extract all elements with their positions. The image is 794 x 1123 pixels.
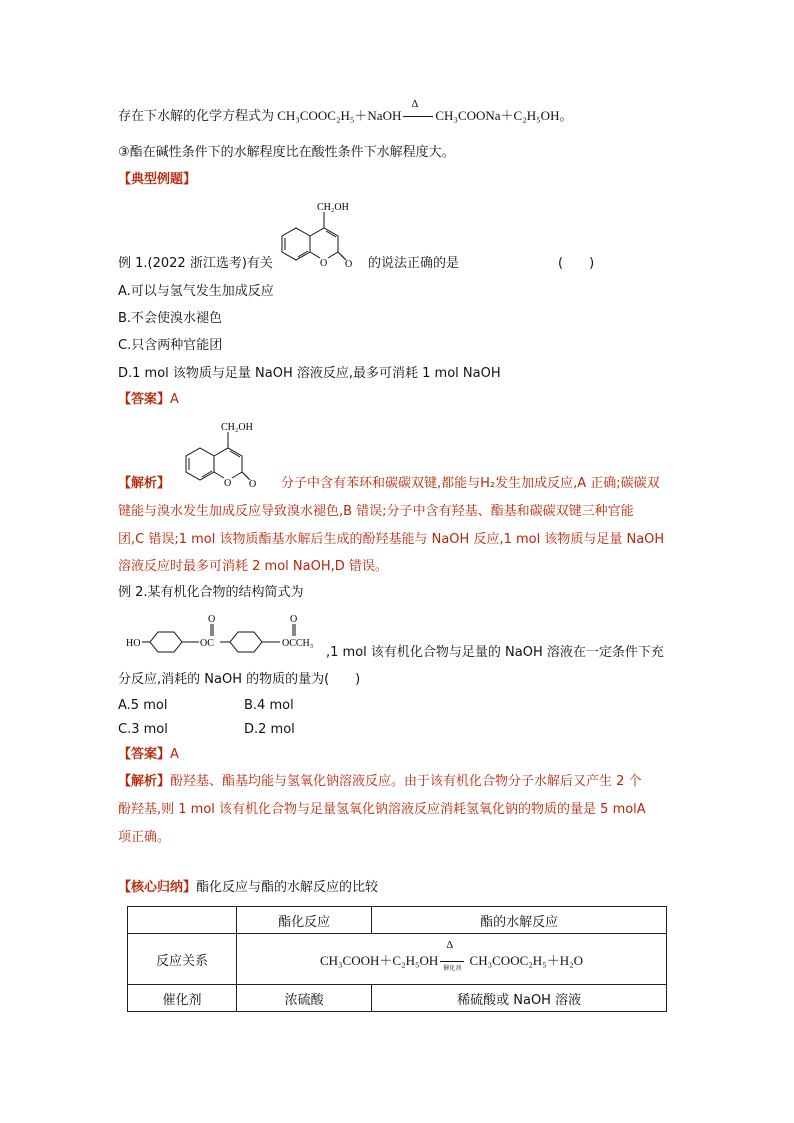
section-typical-heading: 【典型例题】 <box>118 172 197 187</box>
svg-text:O: O <box>320 258 328 269</box>
example2-analysis-line3: 项正确。 <box>118 830 171 845</box>
table-row <box>128 985 667 1012</box>
diester-structure-image <box>118 610 328 660</box>
example1-analysis-line3: 团,C 错误;1 mol 该物质酯基水解后生成的酚羟基能与 NaOH 反应,1 mol 该物质与足量 NaOH <box>118 532 665 547</box>
intro-equation-suffix: CH₃COONa＋C₂H₅OH。 <box>435 108 573 123</box>
svg-text:O: O <box>224 478 232 489</box>
answer-value: A <box>170 392 179 407</box>
svg-text:CH₂OH: CH₂OH <box>317 202 349 213</box>
example1-option-d: D.1 mol 该物质与足量 NaOH 溶液反应,最多可消耗 1 mol NaOH <box>118 366 501 381</box>
svg-text:OC: OC <box>200 638 214 649</box>
summary-title: 酯化反应与酯的水解反应的比较 <box>196 880 379 895</box>
reversible-arrow-icon: Δ 催化剂 <box>438 953 466 967</box>
example1-analysis-line4: 溶液反应时最多可消耗 2 mol NaOH,D 错误。 <box>118 559 388 574</box>
table-header-cell: 酯化反应 <box>237 907 372 934</box>
table-row <box>128 907 667 934</box>
svg-text:O: O <box>249 479 257 490</box>
svg-text:HO: HO <box>126 638 141 649</box>
answer-label: 【答案】 <box>118 747 171 762</box>
example2-option-d: D.2 mol <box>244 722 295 737</box>
example1-option-c: C.只含两种官能团 <box>118 338 223 353</box>
example2-stem-line2: 分反应,消耗的 NaOH 的物质的量为( ) <box>118 672 361 687</box>
example2-stem: 例 2.某有机化合物的结构简式为 <box>118 585 304 600</box>
example2-answer <box>118 745 179 765</box>
table-cell: 浓硫酸 <box>237 985 372 1012</box>
analysis-label: 【解析】 <box>118 774 171 789</box>
example2-option-b: B.4 mol <box>244 698 294 713</box>
svg-text:O: O <box>208 614 216 625</box>
table-header-cell <box>128 907 237 934</box>
intro-equation-line <box>118 98 573 126</box>
table-cell: 催化剂 <box>128 985 237 1012</box>
comparison-table <box>127 906 667 1012</box>
example1-option-b: B.不会使溴水褪色 <box>118 311 223 326</box>
coumarin-structure-image <box>270 196 365 276</box>
intro-equation-prefix: 存在下水解的化学方程式为 CH₃COOC₂H₅＋NaOH <box>118 108 402 123</box>
svg-text:CH₂OH: CH₂OH <box>221 422 253 433</box>
example1-stem: 例 1.(2022 浙江选考)有关 <box>118 256 273 271</box>
example2-analysis-line2: 酚羟基,则 1 mol 该有机化合物与足量氢氧化钠溶液反应消耗氢氧化钠的物质的量是 5 molA <box>118 802 646 817</box>
coumarin-structure-image-2 <box>178 416 273 496</box>
table-row <box>128 934 667 985</box>
intro-note: ③酯在碱性条件下的水解程度比在酸性条件下水解程度大。 <box>118 145 455 160</box>
example2-option-a: A.5 mol <box>118 698 168 713</box>
example1-answer-paren: ( ) <box>558 256 595 271</box>
answer-label: 【答案】 <box>118 392 171 407</box>
example2-analysis-line1: 【解析】酚羟基、酯基均能与氢氧化钠溶液反应。由于该有机化合物分子水解后又产生 2 个 <box>118 774 642 789</box>
svg-text:OCCH₃: OCCH₃ <box>282 638 314 649</box>
summary-heading <box>118 878 378 898</box>
heating-arrow-icon: Δ <box>401 108 435 122</box>
example1-analysis-label: 【解析】 <box>118 476 171 491</box>
table-cell: 稀硫酸或 NaOH 溶液 <box>372 985 667 1012</box>
table-cell: 反应关系 <box>128 934 237 985</box>
svg-text:O: O <box>290 614 298 625</box>
table-header-cell: 酯的水解反应 <box>372 907 667 934</box>
example1-analysis-line1: 分子中含有苯环和碳碳双键,都能与H₂发生加成反应,A 正确;碳碳双 <box>281 476 660 491</box>
example1-option-a: A.可以与氢气发生加成反应 <box>118 284 274 299</box>
example2-stem-continued: ,1 mol 该有机化合物与足量的 NaOH 溶液在一定条件下充 <box>326 645 664 660</box>
example1-analysis-line2: 键能与溴水发生加成反应导致溴水褪色,B 错误;分子中含有羟基、酯基和碳碳双键三种官能 <box>118 504 634 519</box>
reaction-equation-cell: CH₃COOH＋C₂H₅OH Δ 催化剂 CH₃COOC₂H₅＋H₂O <box>237 934 667 985</box>
example2-option-c: C.3 mol <box>118 722 168 737</box>
example1-answer <box>118 390 179 410</box>
answer-value: A <box>170 747 179 762</box>
example1-stem-suffix: 的说法正确的是 <box>368 256 460 271</box>
svg-text:O: O <box>345 259 353 270</box>
summary-label: 【核心归纳】 <box>118 880 197 895</box>
